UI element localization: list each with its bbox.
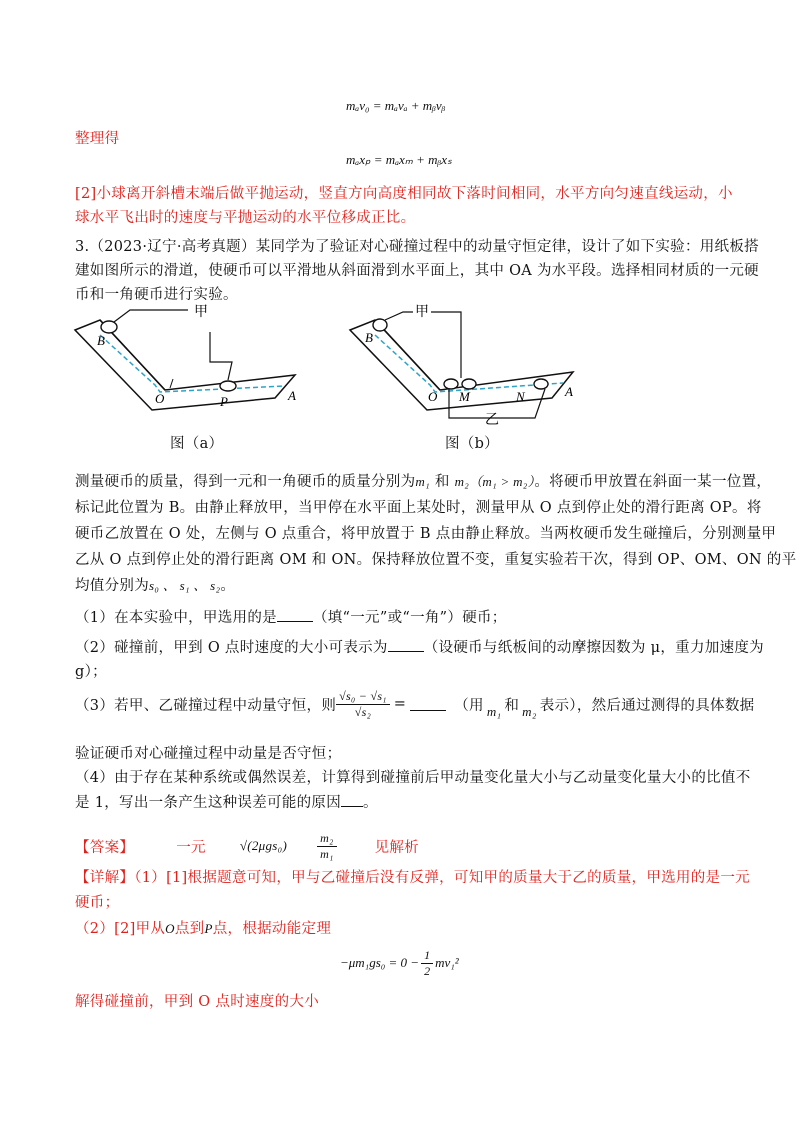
momentum-equation: mₐv₀ = mₐvₐ + mᵦvᵦ — [346, 98, 446, 113]
fig-b-A-label: A — [565, 384, 573, 399]
figure-b-caption: 图（b） — [445, 436, 499, 452]
position-equation: mₐxₚ = mₐxₘ + mᵦxₛ — [346, 152, 452, 167]
fig-a-A-label: A — [288, 388, 296, 403]
q3-para2-line5: 均值分别为s₀ 、 s₁ 、 s₂。 — [75, 578, 236, 594]
detail-line2: 硬币； — [75, 895, 120, 911]
fig-b-yi-label: 乙 — [485, 413, 499, 428]
fig-a-P-label: P — [220, 394, 228, 409]
q3-para2-line4: 乙从 O 点到停止处的滑行距离 OM 和 ON。保持释放位置不变，重复实验若干次，得到 OP、OM、ON 的平 — [75, 552, 797, 568]
sub-question-2: （2）碰撞前，甲到 O 点时速度的大小可表示为 （设硬币与纸板间的动摩擦因数为 μ，重力加速度为 — [75, 640, 764, 656]
ratio-fraction: $\frac{\text{√s₀ − √s₁}}{\text{√s₂}}$ — [336, 689, 390, 720]
blank-1 — [277, 609, 313, 622]
q3-line2: 建如图所示的滑道，使硬币可以平滑地从斜面滑到水平面上，其中 OA 为水平段。选择相同材质的一元硬 — [75, 263, 759, 279]
answer-label: 【答案】 — [75, 839, 135, 856]
q3-para2-line1: 测量硬币的质量，得到一元和一角硬币的质量分别为m₁ 和 m₂（m₁ > m₂）。将硬币甲放置在斜面一某一位置， — [75, 474, 772, 490]
fig-b-N-label: N — [516, 389, 525, 404]
sub-question-4-line1: （4）由于存在某种系统或偶然误差，计算得到碰撞前后甲动量变化量大小与乙动量变化量大小的比值不 — [75, 770, 751, 786]
figure-a — [70, 300, 310, 430]
fig-a-jia-label: 甲 — [194, 305, 208, 320]
q3-para2-line3: 硬币乙放置在 O 处，左侧与 O 点重合，将甲放置于 B 点由静止释放。当两枚硬币发生碰撞后，分别测量甲 — [75, 526, 777, 542]
fig-b-B-label: B — [365, 330, 373, 345]
q3-line1: 3.（2023·辽宁·高考真题）某同学为了验证对心碰撞过程中的动量守恒定律，设计了如下实验：用纸板搭 — [75, 239, 759, 255]
sub-question-2-cont: g）； — [75, 664, 107, 680]
fig-b-O-label: O — [428, 389, 438, 404]
answer-row — [75, 826, 419, 866]
sub-question-1: （1）在本实验中，甲选用的是 （填“一元”或“一角”）硬币； — [75, 610, 507, 626]
figure-b — [345, 300, 590, 430]
explain2-line2: 球水平飞出时的速度与平抛运动的水平位移成正比。 — [75, 210, 416, 226]
answer-2: √(2μgs₀) — [239, 838, 288, 853]
energy-equation: −μm₁gs₀ = 0 − $\frac{1}{2}$ mv₁² — [340, 947, 459, 978]
sub-question-3: （3）若甲、乙碰撞过程中动量守恒，则 $\frac{\text{√s₀ − √s₁}}{\text{√s₂}}$ = （用 m₁ 和 m₂ 表示），然后通过测得的具体数据 — [75, 688, 755, 719]
fig-b-M-label: M — [459, 389, 470, 404]
sub-question-4-line2: 是 1，写出一条产生这种误差可能的原因 。 — [75, 795, 378, 811]
zhengli-label: 整理得 — [75, 131, 120, 147]
explain2-line1: [2]小球离开斜槽末端后做平抛运动，竖直方向高度相同故下落时间相同，水平方向匀速直线运动，小 — [75, 186, 733, 202]
blank-3 — [410, 698, 446, 711]
q3-line3: 币和一角硬币进行实验。 — [75, 287, 238, 303]
fig-a-B-label: B — [97, 333, 105, 348]
sub-question-3-cont: 验证硬币对心碰撞过程中动量是否守恒； — [75, 746, 342, 762]
fig-a-O-label: O — [155, 391, 165, 406]
answer-3: $\frac{\text{m₂}}{\text{m₁}}$ — [317, 831, 336, 862]
detail-line1: 【详解】（1）[1]根据题意可知，甲与乙碰撞后没有反弹，可知甲的质量大于乙的质量，甲选用的是一元 — [75, 870, 750, 886]
q3-para2-line2: 标记此位置为 B。由静止释放甲，当甲停在水平面上某处时，测量甲从 O 点到停止处的滑行距离 OP。将 — [75, 500, 762, 516]
detail-line4: 解得碰撞前，甲到 O 点时速度的大小 — [75, 994, 320, 1010]
blank-4 — [341, 794, 363, 807]
blank-2 — [388, 639, 424, 652]
answer-4: 见解析 — [374, 839, 419, 856]
answer-1: 一元 — [176, 839, 206, 856]
fig-b-jia-label: 甲 — [415, 305, 429, 320]
figure-a-caption: 图（a） — [170, 436, 224, 452]
detail-line3: （2）[2]甲从O点到P点，根据动能定理 — [75, 921, 332, 937]
